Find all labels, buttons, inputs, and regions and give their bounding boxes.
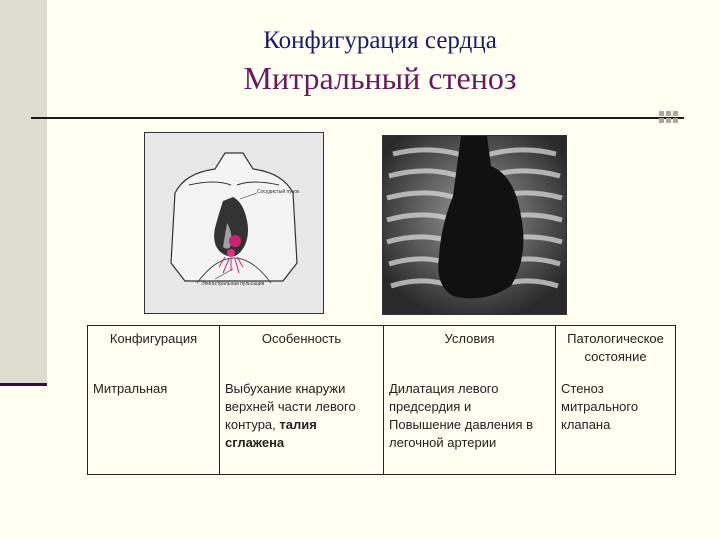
chest-heart-diagram	[145, 133, 323, 313]
cell-feature	[220, 376, 384, 475]
left-decor-accent	[0, 383, 47, 386]
slide-title: Конфигурация сердца	[263, 27, 497, 54]
header-conditions: Условия	[384, 326, 556, 377]
slide-subtitle: Митральный стеноз	[243, 60, 517, 96]
header-configuration: Конфигурация	[88, 326, 220, 377]
decor-squares	[659, 111, 683, 123]
conditions-line-1: Дилатация левого предсердия и	[389, 381, 499, 414]
xray-figure	[382, 135, 567, 315]
label-epigastric-pulsation: Эпигастральная пульсация	[201, 281, 265, 287]
feature-text: Выбухание кнаружи верхней части левого контура,	[225, 381, 356, 432]
chest-xray-image	[383, 136, 566, 314]
feature-bold-text: талия сглажена	[225, 417, 317, 450]
label-vascular-bundle: Сосудистый пучок	[257, 189, 300, 195]
table-header-row	[88, 326, 676, 377]
cell-state: Стеноз митрального клапана	[561, 381, 639, 432]
heart-diagram-figure	[144, 132, 324, 314]
cell-conditions	[384, 376, 556, 475]
left-decor-bar	[0, 0, 47, 383]
table-row	[88, 376, 676, 475]
cell-configuration: Митральная	[88, 376, 220, 475]
header-feature: Особенность	[220, 326, 384, 377]
header-pathological-state: Патологическое состояние	[567, 331, 664, 364]
configuration-table	[87, 325, 676, 475]
conditions-line-2: Повышение давления в легочной артерии	[389, 417, 534, 450]
title-divider	[31, 117, 684, 119]
